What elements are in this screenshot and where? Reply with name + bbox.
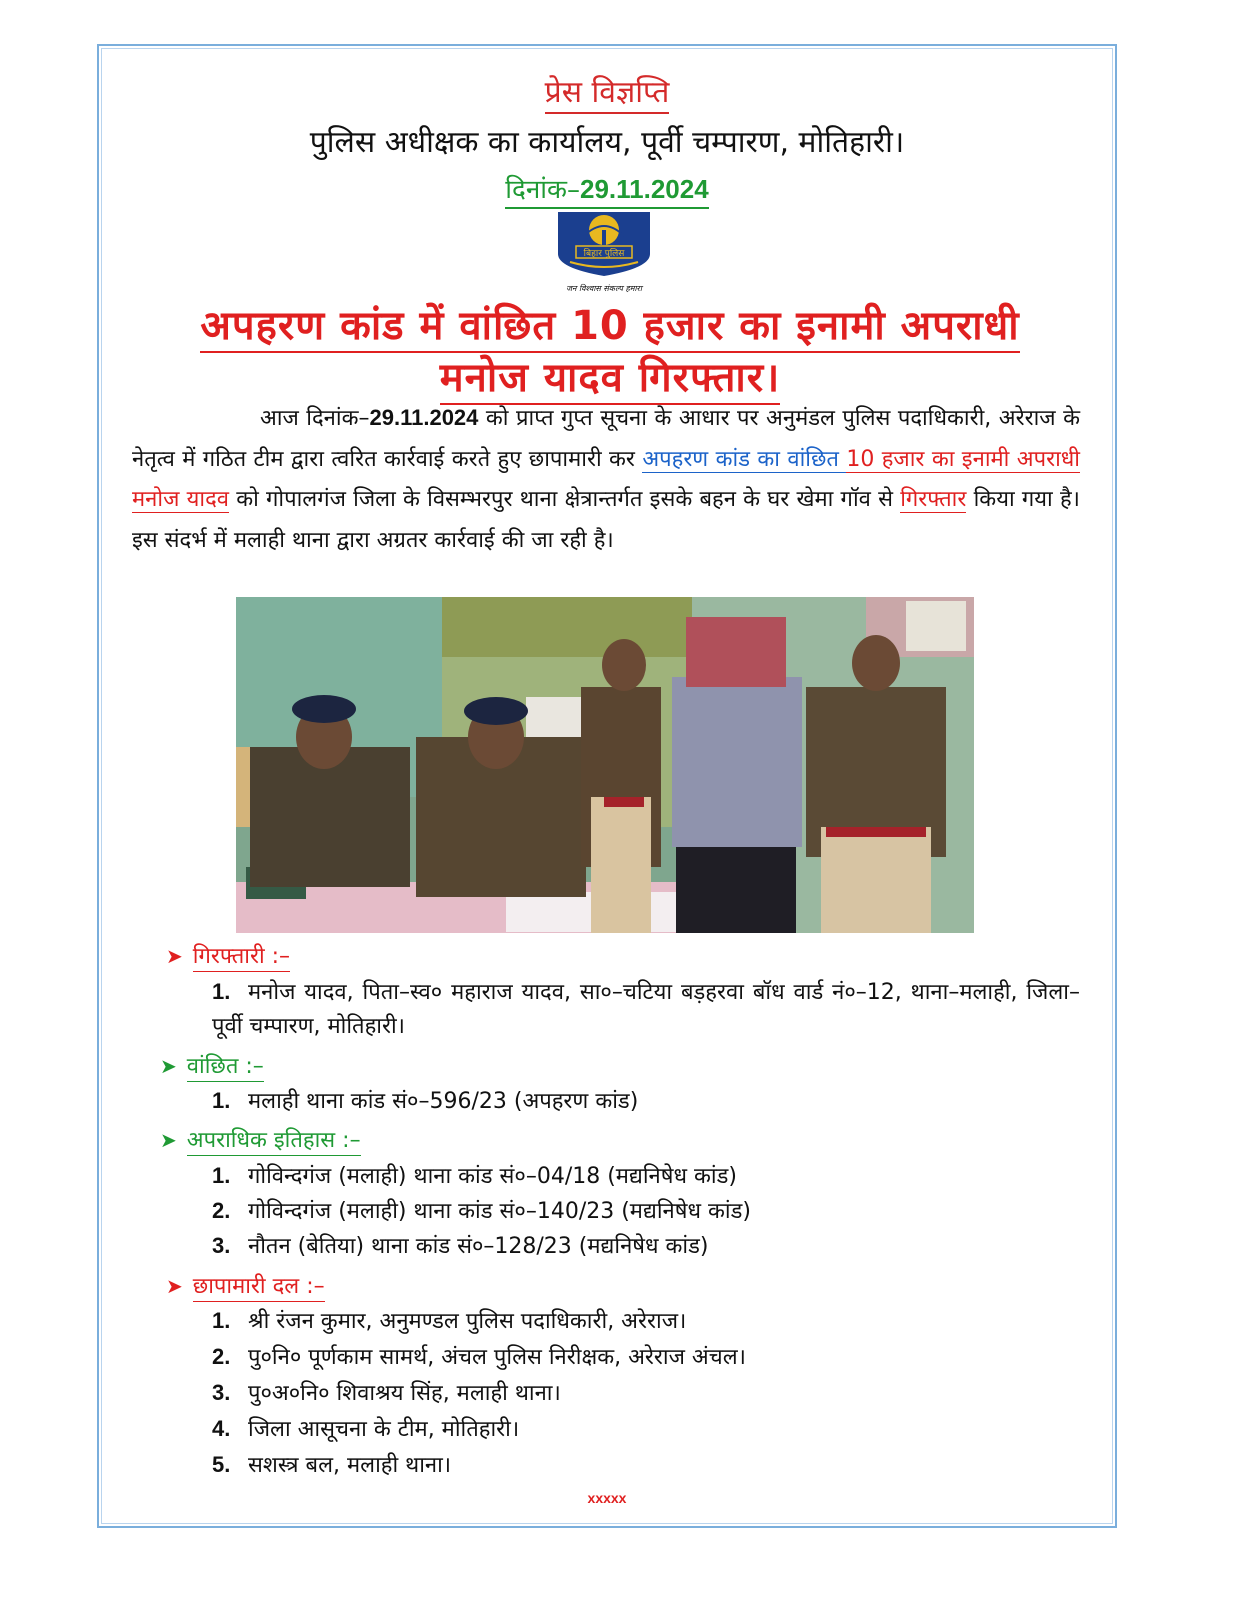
footer-mark: xxxxx <box>587 1490 627 1506</box>
arrow-bullet-icon: ➤ <box>166 1274 183 1298</box>
list-item: 1. मलाही थाना कांड सं०–596/23 (अपहरण कांड) <box>212 1088 639 1114</box>
arrow-bullet-icon: ➤ <box>166 944 183 968</box>
section-arrest-heading: ➤ गिरफ्तारी :– <box>166 940 290 972</box>
section-wanted-heading: ➤ वांछित :– <box>160 1050 264 1082</box>
list-item: 1. श्री रंजन कुमार, अनुमण्डल पुलिस पदाधिकारी, अरेराज। <box>212 1308 687 1334</box>
list-item: 1. मनोज यादव, पिता–स्व० महाराज यादव, सा०–चटिया बड़हरवा बॉध वार्ड नं०–12, थाना–मलाही, जिला–पूर्वी चम्पारण, मोतिहारी। <box>212 979 1080 1039</box>
press-release-title: प्रेस विज्ञप्ति <box>101 70 1113 111</box>
arrest-photo <box>236 597 974 933</box>
list-item: 2. गोविन्दगंज (मलाही) थाना कांड सं०–140/23 (मद्यनिषेध कांड) <box>212 1198 751 1224</box>
release-date: दिनांक–29.11.2024 <box>101 170 1113 206</box>
logo-motto: जन विश्वास संकल्प हमारा <box>566 284 642 293</box>
arrow-bullet-icon: ➤ <box>160 1128 177 1152</box>
list-item: 1. गोविन्दगंज (मलाही) थाना कांड सं०–04/18 (मद्यनिषेध कांड) <box>212 1163 737 1189</box>
list-item: 4. जिला आसूचना के टीम, मोतिहारी। <box>212 1416 520 1442</box>
headline-line-1: अपहरण कांड में वांछित 10 हजार का इनामी अपराधी <box>130 296 1090 351</box>
list-item: 3. पु०अ०नि० शिवाश्रय सिंह, मलाही थाना। <box>212 1380 561 1406</box>
section-team-heading: ➤ छापामारी दल :– <box>166 1270 325 1302</box>
section-history-heading: ➤ अपराधिक इतिहास :– <box>160 1124 361 1156</box>
office-name: पुलिस अधीक्षक का कार्यालय, पूर्वी चम्पारण, मोतिहारी। <box>309 125 905 160</box>
logo-name: बिहार पुलिस <box>583 249 625 259</box>
headline-line-2: मनोज यादव गिरफ्तार। <box>130 348 1090 403</box>
list-item: 3. नौतन (बेतिया) थाना कांड सं०–128/23 (मद्यनिषेध कांड) <box>212 1233 709 1259</box>
body-paragraph: आज दिनांक–29.11.2024 को प्राप्त गुप्त सूचना के आधार पर अनुमंडल पुलिस पदाधिकारी, अरेराज के नेतृत्व में गठित टीम द्वारा त्वरित कार्रवाई करते हुए छापामारी कर अपहरण कांड का वांछित 10 हजार का इनामी अपराधी मनोज यादव को गोपालगंज जिला के विसम्भरपुर थाना क्षेत्रान्तर्गत इसके बहन के घर खेमा गॉव से गिरफ्तार किया गया है। इस संदर्भ में मलाही थाना द्वारा अग्रतर कार्रवाई की जा रही है। <box>132 405 1080 553</box>
bihar-police-logo <box>552 210 656 294</box>
list-item: 2. पु०नि० पूर्णकाम सामर्थ, अंचल पुलिस निरीक्षक, अरेराज अंचल। <box>212 1344 746 1370</box>
arrow-bullet-icon: ➤ <box>160 1054 177 1078</box>
list-item: 5. सशस्त्र बल, मलाही थाना। <box>212 1452 452 1478</box>
